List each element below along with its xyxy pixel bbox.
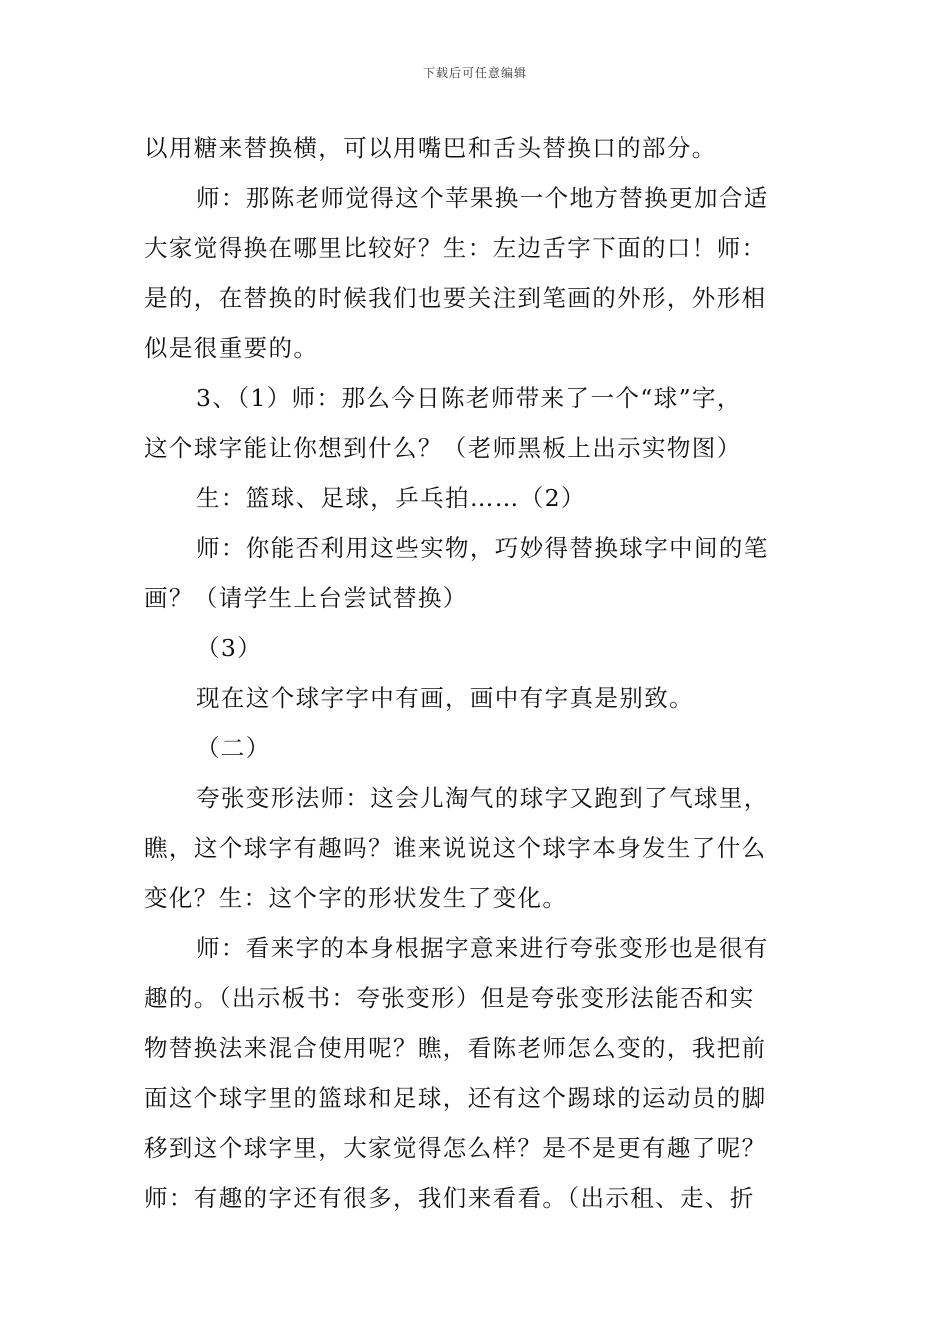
text-line: 面这个球字里的篮球和足球，还有这个踢球的运动员的脚 xyxy=(144,1084,767,1112)
text-line: （3） xyxy=(196,634,263,662)
text-line: 以用糖来替换横，可以用嘴巴和舌头替换口的部分。 xyxy=(144,134,717,162)
text-line: 生：篮球、足球，乒乓拍……（2） xyxy=(196,484,586,512)
text-line: 3、（1）师：那么今日陈老师带来了一个“球”字， xyxy=(196,384,742,412)
text-line: 夸张变形法师：这会儿淘气的球字又跑到了气球里， xyxy=(196,784,769,812)
text-line: 瞧，这个球字有趣吗？谁来说说这个球字本身发生了什么 xyxy=(144,834,767,862)
text-line: 师：你能否利用这些实物，巧妙得替换球字中间的笔 xyxy=(196,534,769,562)
text-line: 师：看来字的本身根据字意来进行夸张变形也是很有 xyxy=(196,934,769,962)
page-header: 下载后可任意编辑 xyxy=(422,66,527,80)
text-line: 画？（请学生上台尝试替换） xyxy=(144,584,468,612)
text-line: 师：那陈老师觉得这个苹果换一个地方替换更加合适 xyxy=(196,184,769,212)
text-line: 似是很重要的。 xyxy=(144,334,319,362)
text-line: 移到这个球字里，大家觉得怎么样？是不是更有趣了呢？ xyxy=(144,1134,767,1162)
text-line: 是的，在替换的时候我们也要关注到笔画的外形，外形相 xyxy=(144,284,767,312)
document-body xyxy=(144,128,806,1228)
text-line: 这个球字能让你想到什么？（老师黑板上出示实物图） xyxy=(144,434,742,462)
text-line: 物替换法来混合使用呢？瞧，看陈老师怎么变的，我把前 xyxy=(144,1034,767,1062)
text-line: 趣的。（出示板书：夸张变形）但是夸张变形法能否和实 xyxy=(144,984,755,1012)
text-line: 大家觉得换在哪里比较好？生：左边舌字下面的口！师： xyxy=(144,234,767,262)
text-line: 变化？生：这个字的形状发生了变化。 xyxy=(144,884,568,912)
text-line: （二） xyxy=(196,734,271,762)
text-line: 现在这个球字字中有画，画中有字真是别致。 xyxy=(196,684,694,712)
text-line: 师：有趣的字还有很多，我们来看看。（出示租、走、折 xyxy=(144,1184,755,1212)
